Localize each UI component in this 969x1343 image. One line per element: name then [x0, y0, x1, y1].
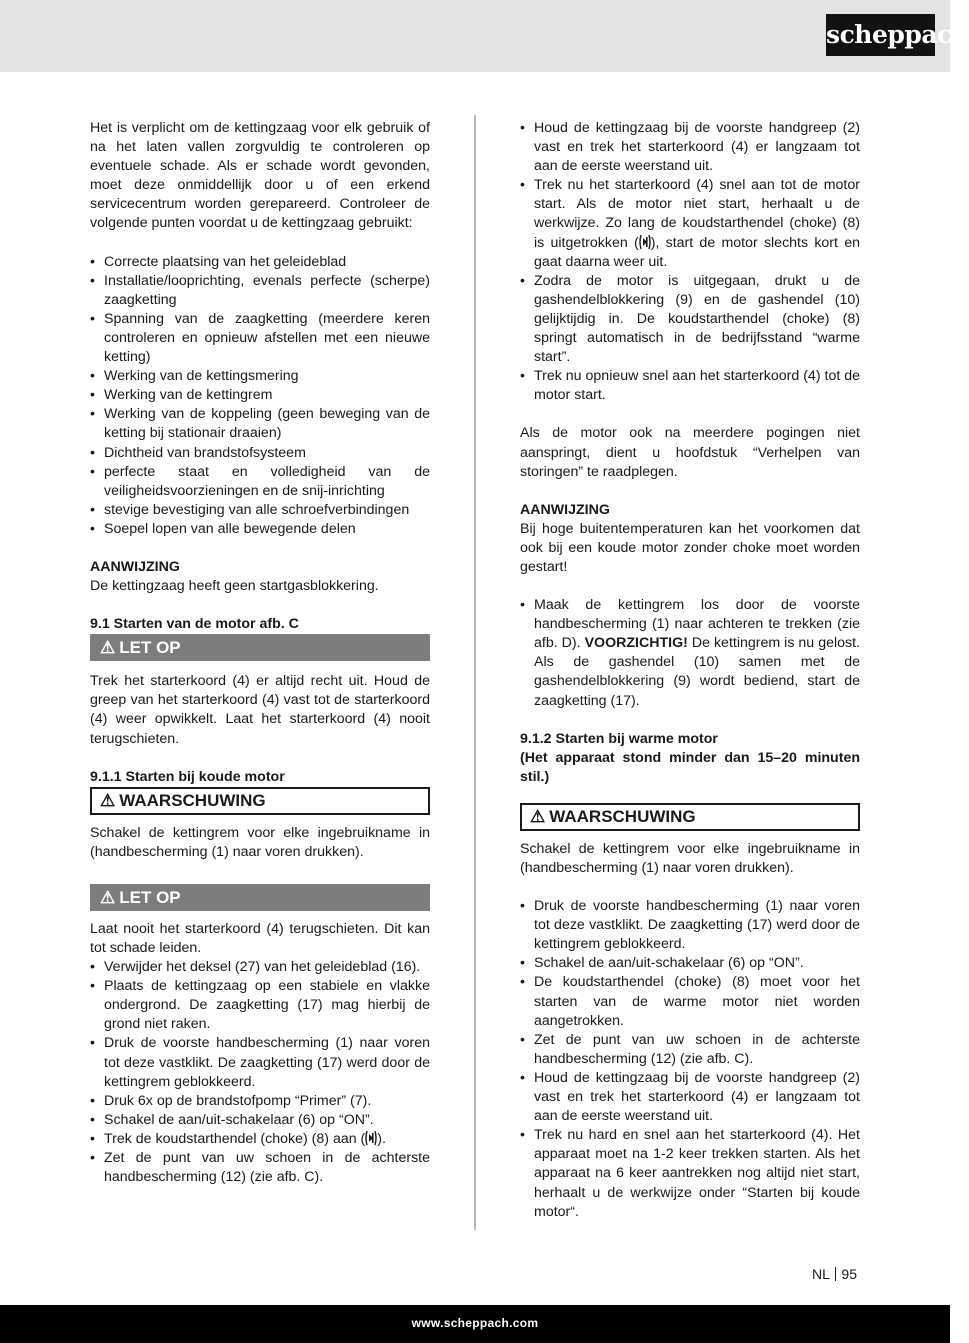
step-text: ). [377, 1130, 386, 1147]
list-item: • Schakel de aan/uit-schakelaar (6) op “ON”. [90, 1111, 430, 1130]
page-number [812, 1266, 857, 1282]
list-item: • Correcte plaatsing van het geleideblad [90, 253, 430, 272]
cold-start-steps [90, 958, 430, 1187]
list-item: • Houd de kettingzaag bij de voorste handgreep (2) vast en trek het starterkoord (4) er langzaam tot aan de eerste weerstand uit. [520, 1069, 860, 1126]
right-column [520, 119, 860, 1222]
warning-box [520, 803, 860, 831]
note-text: De kettingzaag heeft geen startgasblokkering. [90, 578, 379, 595]
warning-triangle-icon: ⚠ [530, 806, 546, 826]
warning-label: WAARSCHUWING [119, 790, 266, 810]
caution-label: LET OP [119, 887, 181, 907]
list-item: • Spanning van de zaagketting (meerdere keren controleren en opnieuw afstellen met een nieuwe ketting) [90, 310, 430, 367]
list-item: • Druk de voorste handbescherming (1) naar voren tot deze vastklikt. De zaagketting (17) werd door de kettingrem geblokkeerd. [520, 897, 860, 954]
warning-text: Schakel de kettingrem voor elke ingebruikname in (handbescherming (1) naar voren drukken). [90, 824, 430, 860]
step-text: De kettingrem is nu gelost. Als de gashendel (10) samen met de gashendelblokkering (9) wordt bediend, start de zaagketting (17). [534, 635, 860, 709]
warning-triangle-icon: ⚠ [100, 887, 116, 907]
list-item: • Installatie/looprichting, evenals perfecte (scherpe) zaagketting [90, 272, 430, 310]
cold-start-continued [520, 119, 860, 405]
caution-text: Laat nooit het starterkoord (4) terugschieten. Dit kan tot schade leiden. [90, 920, 430, 956]
website-link[interactable]: www.scheppach.com [411, 1316, 539, 1330]
brand-logo: scheppach [826, 14, 935, 56]
section-heading: 9.1.1 Starten bij koude motor [90, 768, 285, 785]
list-item: • Schakel de aan/uit-schakelaar (6) op “ON”. [520, 954, 860, 973]
list-item [520, 176, 860, 271]
note-label: AANWIJZING [520, 501, 610, 518]
step-text: Maak de kettingrem los door de voorste handbescherming (1) naar achteren te trekken (zie afb. D). [534, 597, 860, 652]
list-item: • Druk 6x op de brandstofpomp “Primer” (7). [90, 1092, 430, 1111]
left-column [90, 119, 430, 1187]
list-item: • stevige bevestiging van alle schroefverbindingen [90, 501, 430, 520]
section-subheading: (Het apparaat stond minder dan 15–20 minuten stil.) [520, 749, 860, 785]
list-item: • Verwijder het deksel (27) van het geleideblad (16). [90, 958, 430, 977]
step-text: Trek nu het starterkoord (4) snel aan tot de motor start. Als de motor niet start, herhaalt u de werkwijze. Zo lang de koudstarthendel (choke) (8) is uitgetrokken ( [534, 177, 860, 251]
checklist [90, 253, 430, 539]
list-item: • Trek nu opnieuw snel aan het starterkoord (4) tot de motor start. [520, 367, 860, 405]
column-divider [474, 115, 476, 1230]
brake-release [520, 596, 860, 711]
list-item: • Werking van de kettingrem [90, 386, 430, 405]
list-item: • Zodra de motor is uitgegaan, drukt u de gashendelblokkering (9) en de gashendel (10) gelijktijdig in. De koudstarthendel (choke) (8) springt automatisch in de bedrijfsstand “warme start”. [520, 272, 860, 367]
list-item: • perfecte staat en volledigheid van de veiligheidsvoorzieningen en de snij-inrichting [90, 463, 430, 501]
choke-icon [639, 234, 651, 250]
page-number-value: 95 [841, 1266, 857, 1282]
list-item: • Houd de kettingzaag bij de voorste handgreep (2) vast en trek het starterkoord (4) er langzaam tot aan de eerste weerstand uit. [520, 119, 860, 176]
header-bar [0, 0, 969, 72]
warning-box [90, 787, 430, 815]
language-code: NL [812, 1266, 830, 1282]
warning-triangle-icon: ⚠ [100, 638, 116, 658]
list-item: • Zet de punt van uw schoen in de achterste handbescherming (12) (zie afb. C). [520, 1031, 860, 1069]
section-heading: 9.1.2 Starten bij warme motor [520, 730, 718, 747]
intro-paragraph: Het is verplicht om de kettingzaag voor elk gebruik of na het laten vallen zorgvuldig te controleren op eventuele schade. Als er schade wordt gevonden, moet deze onmiddellijk door u of een erkend servicecentrum worden gerepareerd. Controleer de volgende punten voordat u de kettingzaag gebruikt: [90, 120, 430, 232]
list-item: • Soepel lopen van alle bewegende delen [90, 520, 430, 539]
list-item: • Werking van de koppeling (geen beweging van de ketting bij stationair draaien) [90, 405, 430, 443]
step-text: ), start de motor slechts kort en gaat daarna weer uit. [534, 234, 860, 270]
step-text: Trek de koudstarthendel (choke) (8) aan ( [104, 1130, 366, 1147]
caution-banner [90, 884, 430, 911]
caution-word: VOORZICHTIG! [584, 635, 688, 652]
note-label: AANWIJZING [90, 558, 180, 575]
caution-banner [90, 634, 430, 661]
list-item: • Plaats de kettingzaag op een stabiele en vlakke ondergrond. De zaagketting (17) mag hierbij de grond niet raken. [90, 977, 430, 1034]
footer-bar [0, 1305, 950, 1343]
list-item [90, 1130, 430, 1149]
failure-paragraph: Als de motor ook na meerdere pogingen niet aanspringt, dient u hoofdstuk “Verhelpen van storingen” te raadplegen. [520, 425, 860, 480]
list-item: • Dichtheid van brandstofsysteem [90, 444, 430, 463]
list-item: • De koudstarthendel (choke) (8) moet voor het starten van de warme motor niet worden aangetrokken. [520, 973, 860, 1030]
warning-triangle-icon: ⚠ [100, 790, 116, 810]
list-item: • Trek nu hard en snel aan het starterkoord (4). Het apparaat moet na 1-2 keer trekken starten. Als het apparaat na 6 keer aantrekken nog altijd niet start, herhaalt u de werkwijze onder “Starten bij koude motor“. [520, 1126, 860, 1221]
warm-start-steps [520, 897, 860, 1222]
section-heading: 9.1 Starten van de motor afb. C [90, 616, 299, 633]
warning-text: Schakel de kettingrem voor elke ingebruikname in (handbescherming (1) naar voren drukken). [520, 840, 860, 876]
list-item [520, 596, 860, 711]
list-item: • Werking van de kettingsmering [90, 367, 430, 386]
list-item: • Zet de punt van uw schoen in de achterste handbescherming (12) (zie afb. C). [90, 1149, 430, 1187]
caution-label: LET OP [119, 638, 181, 658]
warning-label: WAARSCHUWING [549, 806, 696, 826]
choke-icon [365, 1130, 377, 1146]
list-item: • Druk de voorste handbescherming (1) naar voren tot deze vastklikt. De zaagketting (17) werd door de kettingrem geblokkeerd. [90, 1034, 430, 1091]
caution-text: Trek het starterkoord (4) er altijd recht uit. Houd de greep van het starterkoord (4) vast tot de starterkoord (4) weer opwikkelt. Laat het starterkoord (4) nooit terugschieten. [90, 673, 430, 747]
note-text: Bij hoge buitentemperaturen kan het voorkomen dat ook bij een koude motor zonder choke moet worden gestart! [520, 520, 860, 575]
